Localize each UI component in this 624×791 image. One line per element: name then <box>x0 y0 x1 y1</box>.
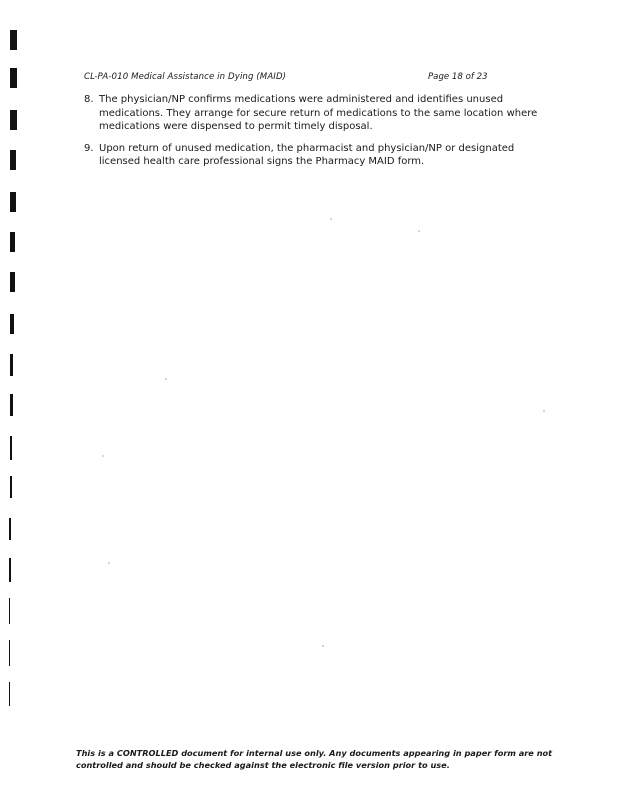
document-title: CL-PA-010 Medical Assistance in Dying (MAID) <box>84 72 287 82</box>
numbered-list <box>84 93 554 177</box>
binding-mark <box>10 30 17 50</box>
binding-mark <box>9 598 10 624</box>
binding-mark <box>10 354 13 376</box>
binding-mark <box>10 436 12 460</box>
binding-mark <box>10 314 14 334</box>
binding-mark <box>10 394 13 416</box>
scan-speck <box>102 455 104 457</box>
binding-mark <box>9 518 11 540</box>
binding-mark <box>10 150 16 170</box>
binding-mark <box>9 558 11 582</box>
list-item-text: Upon return of unused medication, the pharmacist and physician/NP or designated licensed health care professional signs the Pharmacy MAID form. <box>99 142 515 167</box>
list-item-number: 8. <box>84 94 94 105</box>
binding-marks <box>0 0 20 791</box>
binding-mark <box>10 110 17 130</box>
binding-mark <box>9 640 10 666</box>
page-number: Page 18 of 23 <box>428 72 488 82</box>
list-item <box>84 142 554 169</box>
binding-mark <box>9 682 10 706</box>
scan-speck <box>418 230 420 232</box>
binding-mark <box>10 68 17 88</box>
scan-speck <box>543 410 545 412</box>
list-item-text: The physician/NP confirms medications were administered and identifies unused medications. They arrange for secure return of medications to the same location where medications were dispensed to permit timely disposal. <box>99 94 538 132</box>
list-item-number: 9. <box>84 142 94 154</box>
binding-mark <box>10 476 12 498</box>
list-item <box>84 93 554 134</box>
binding-mark <box>10 272 15 292</box>
scan-speck <box>322 645 324 647</box>
scan-speck <box>165 378 167 380</box>
scan-speck <box>330 218 332 220</box>
scan-speck <box>108 562 110 564</box>
controlled-document-notice: This is a CONTROLLED document for internal use only. Any documents appearing in paper form are not controlled and should be checked against the electronic file version prior to use. <box>76 748 553 770</box>
binding-mark <box>10 232 15 252</box>
binding-mark <box>10 192 16 212</box>
